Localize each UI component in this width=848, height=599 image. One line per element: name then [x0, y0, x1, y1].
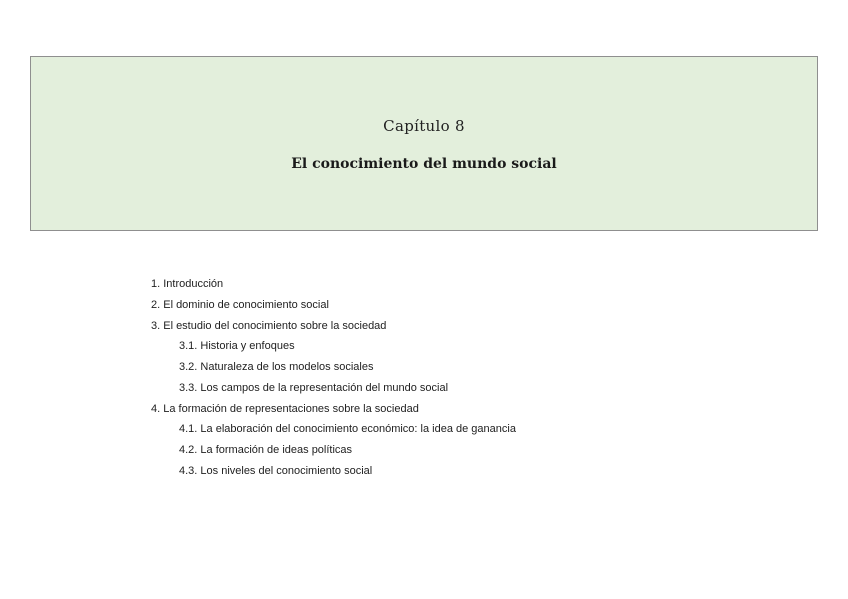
chapter-number: Capítulo 8	[383, 117, 465, 135]
toc-item-4-3: 4.3. Los niveles del conocimiento social	[179, 464, 373, 477]
chapter-header	[30, 56, 818, 231]
toc-item-3-3: 3.3. Los campos de la representación del mundo social	[179, 381, 449, 394]
toc-item-2: 2. El dominio de conocimiento social	[151, 298, 329, 311]
toc-item-4-2: 4.2. La formación de ideas políticas	[179, 444, 353, 456]
toc-item-3-1: 3.1. Historia y enfoques	[179, 340, 295, 353]
toc-item-3-2: 3.2. Naturaleza de los modelos sociales	[179, 361, 374, 373]
chapter-title: El conocimiento del mundo social	[291, 156, 557, 172]
table-of-contents	[151, 274, 516, 482]
toc-item-4-1: 4.1. La elaboración del conocimiento económico: la idea de ganancia	[179, 423, 516, 436]
toc-item-1: 1. Introducción	[151, 278, 224, 290]
toc-item-3: 3. El estudio del conocimiento sobre la sociedad	[151, 319, 387, 332]
toc-item-4: 4. La formación de representaciones sobre la sociedad	[151, 402, 419, 415]
